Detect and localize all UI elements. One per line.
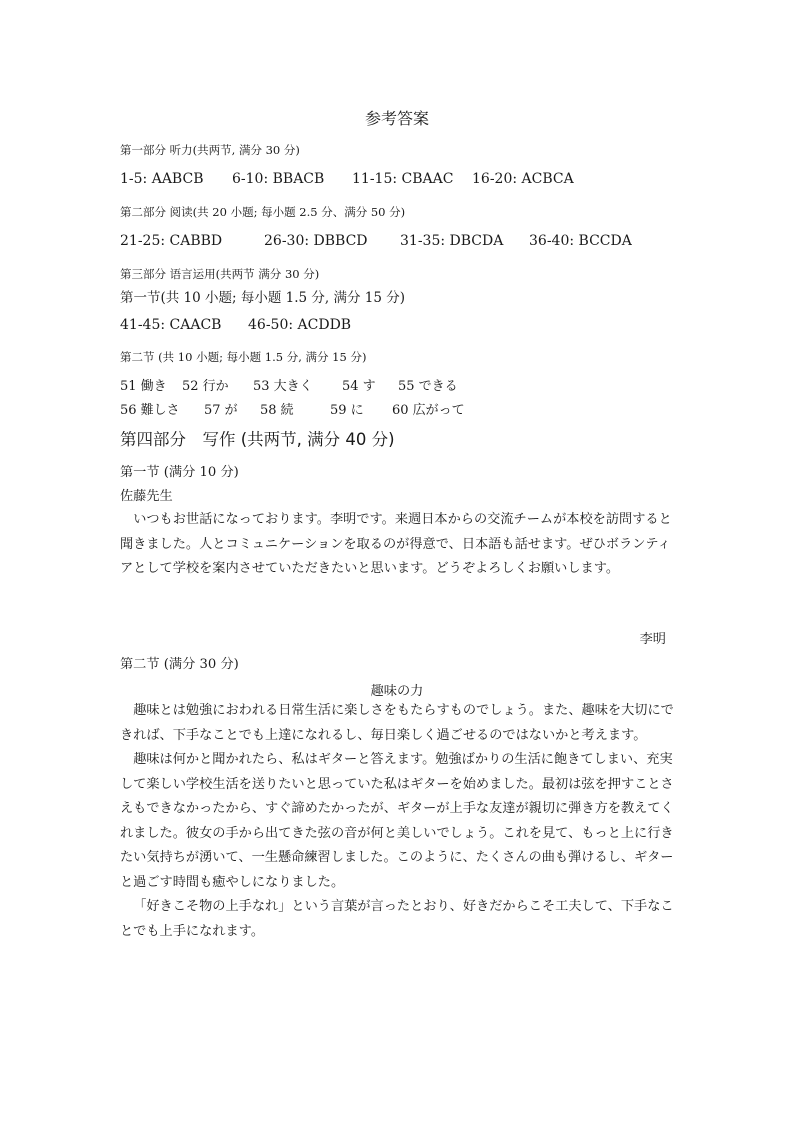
fill-answer: 53 大きく: [253, 379, 313, 394]
part3-section1-answers: [120, 317, 351, 333]
part4-section2-heading: 第二节 (满分 30 分): [120, 657, 239, 672]
letter-body: [120, 508, 675, 582]
part1-heading: 第一部分 听力(共两节, 满分 30 分): [120, 143, 300, 157]
part2-heading: 第二部分 阅读(共 20 小题; 每小题 2.5 分、满分 50 分): [120, 205, 406, 219]
essay-body: [120, 699, 675, 944]
part4-heading: 第四部分 写作 (共两节, 满分 40 分): [120, 430, 395, 449]
part1-answers: [120, 171, 574, 187]
part4-section1-heading: 第一节 (满分 10 分): [120, 465, 239, 480]
answer-group: 46-50: ACDDB: [248, 317, 352, 333]
essay-paragraph: 「好きこそ物の上手なれ」という言葉が言ったとおり、好きだからこそ工夫して、下手なことでも上手になれます。: [120, 899, 674, 939]
fill-answer: 58 続: [260, 403, 294, 418]
fill-answer: 51 働き: [120, 379, 167, 394]
part3-section1-heading: 第一节(共 10 小题; 每小题 1.5 分, 满分 15 分): [120, 290, 406, 306]
part3-heading: 第三部分 语言运用(共两节 满分 30 分): [120, 267, 320, 281]
answer-group: 31-35: DBCDA: [400, 233, 504, 249]
answer-group: 1-5: AABCB: [120, 171, 204, 187]
letter-paragraph: いつもお世話になっております。李明です。来週日本からの交流チームが本校を訪問すると聞きました。人とコミュニケーションを取るのが得意で、日本語も話せます。ぜひボランティアとして学校を案内させていただきたいと思います。どうぞよろしくお願いします。: [120, 512, 672, 576]
answer-group: 6-10: BBACB: [232, 171, 325, 187]
answer-group: 16-20: ACBCA: [472, 171, 574, 187]
part3-section2-heading: 第二节 (共 10 小题; 每小题 1.5 分, 满分 15 分): [120, 350, 367, 364]
letter-salutation: 佐藤先生: [120, 489, 173, 504]
answer-group: 41-45: CAACB: [120, 317, 222, 333]
answer-group: 21-25: CABBD: [120, 233, 223, 249]
answer-group: 26-30: DBBCD: [264, 233, 368, 249]
fill-answer: 54 す: [342, 379, 376, 394]
essay-paragraph: 趣味は何かと聞かれたら、私はギターと答えます。勉強ばかりの生活に飽きてしまい、充実して楽しい学校生活を送りたいと思っていた私はギターを始めました。最初は弦を押すことさえもできなかったから、すぐ諦めたかったが、ギターが上手な友達が親切に弾き方を教えてくれました。彼女の手から出てきた弦の音が何と美しいでしょう。これを見て、もっと上に行きたい気持ちが湧いて、一生懸命練習しました。このように、たくさんの曲も弾けるし、ギターと過ごす時間も癒やしになりました。: [120, 752, 674, 890]
answer-group: 36-40: BCCDA: [529, 233, 632, 249]
fill-answer: 55 できる: [398, 379, 458, 394]
essay-title: 趣味の力: [370, 684, 424, 699]
fill-answer: 59 に: [330, 403, 364, 418]
fill-answer: 56 難しさ: [120, 403, 180, 418]
fill-answers-row-1: [120, 375, 458, 394]
answer-group: 11-15: CBAAC: [352, 171, 454, 187]
fill-answer: 52 行か: [182, 379, 229, 394]
essay-paragraph: 趣味とは勉強におわれる日常生活に楽しさをもたらすものでしょう。また、趣味を大切にできれば、下手なことでも上達になれるし、毎日楽しく過ごせるのではないかと考えます。: [120, 703, 674, 743]
letter-signature: 李明: [639, 632, 666, 647]
fill-answer: 60 広がって: [392, 403, 465, 418]
part2-answers: [120, 233, 632, 249]
fill-answer: 57 が: [204, 403, 238, 418]
fill-answers-row-2: [120, 399, 465, 418]
page-title: 参考答案: [364, 109, 429, 128]
